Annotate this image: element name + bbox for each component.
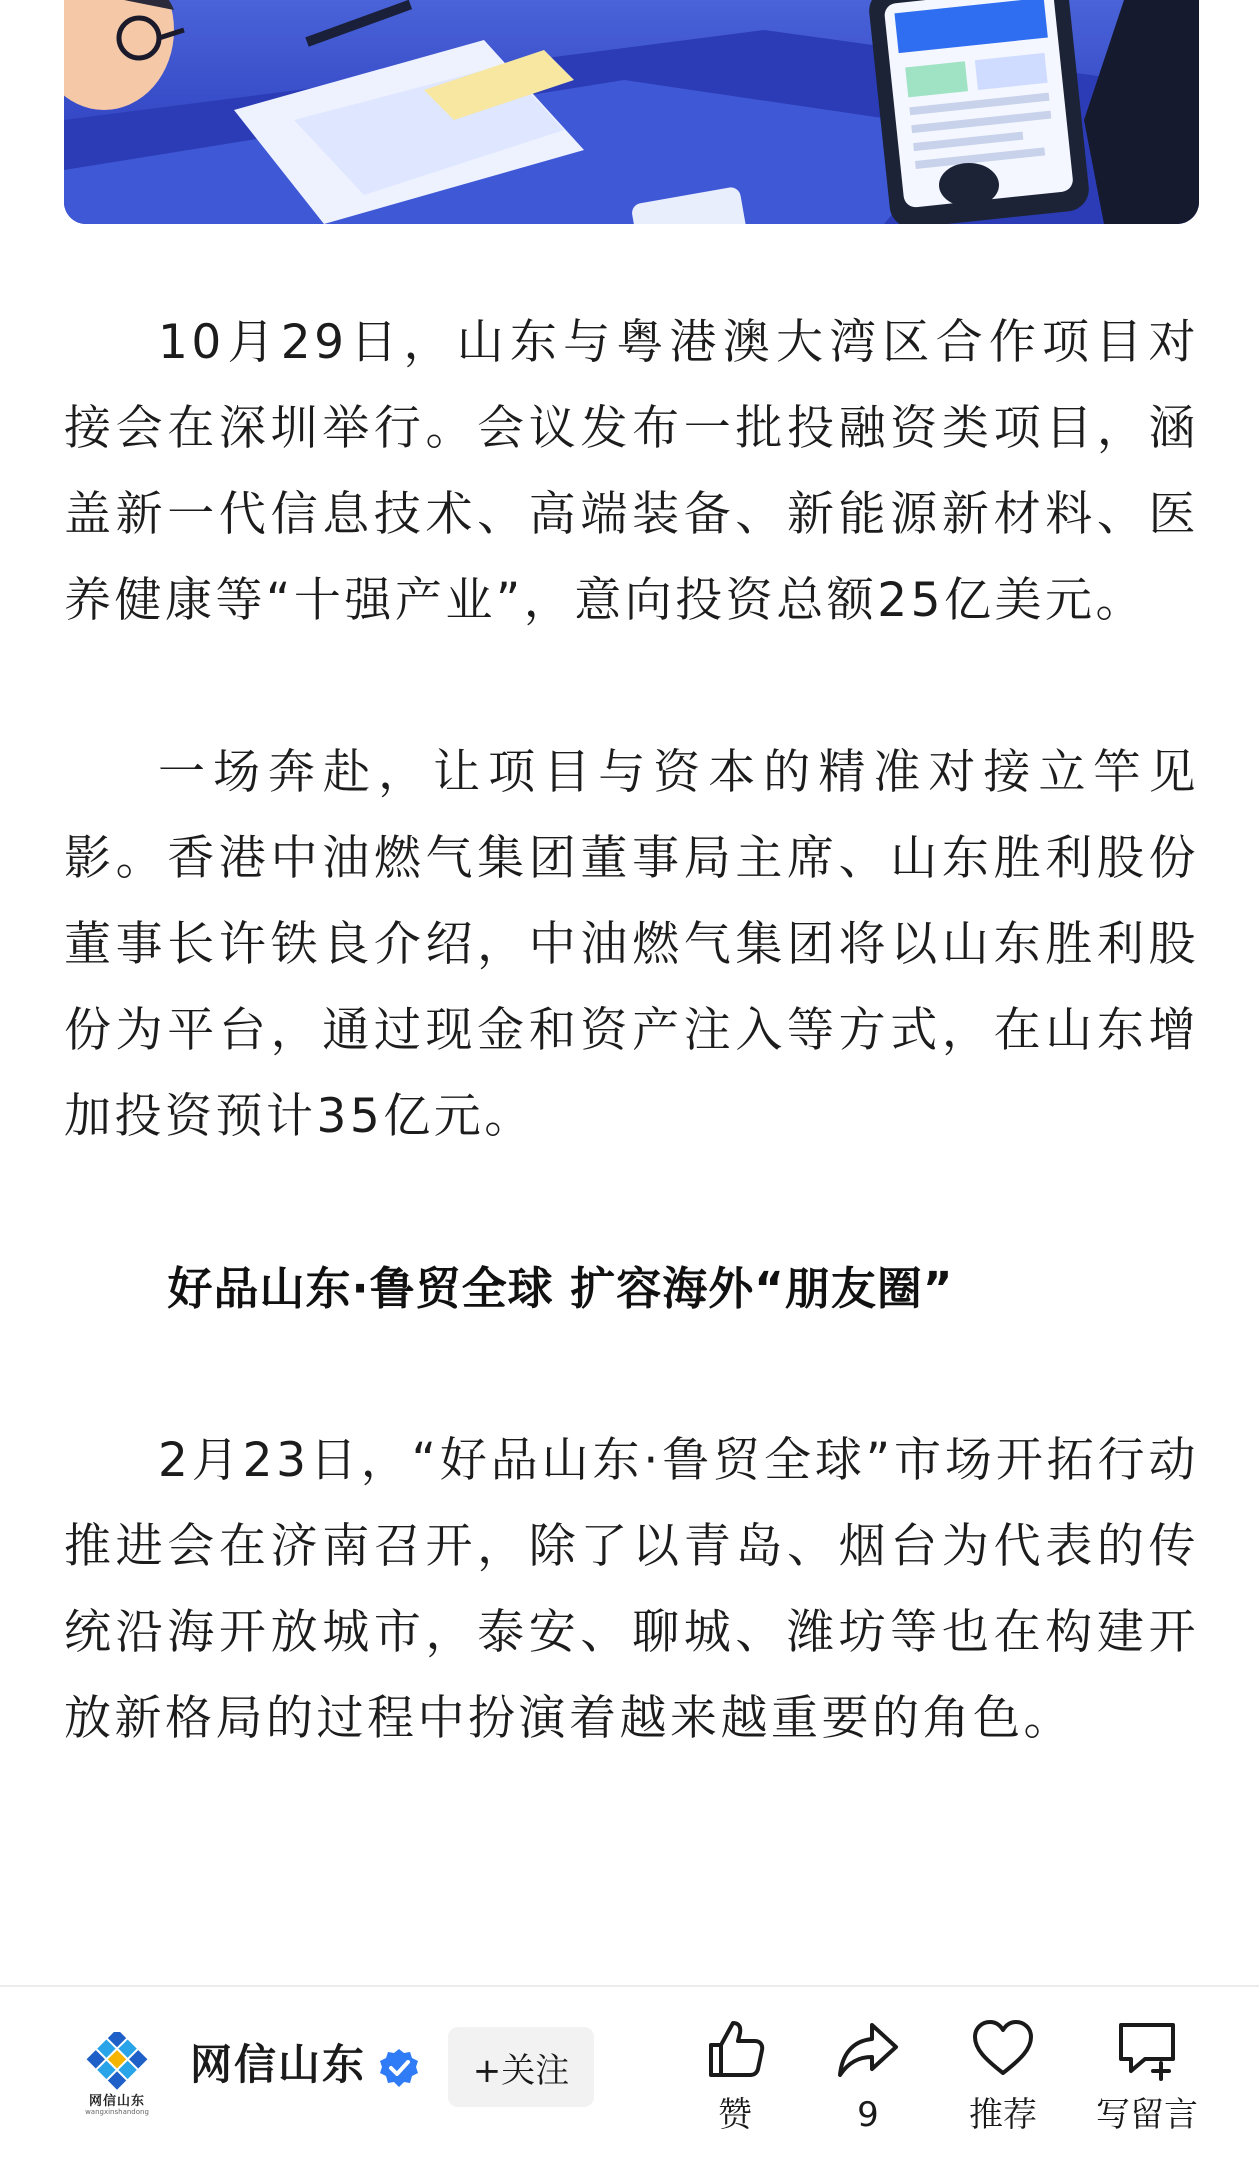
write-comment-button[interactable] xyxy=(1082,2017,1212,2147)
recommend-button[interactable] xyxy=(943,2017,1063,2147)
article-paragraph: 一场奔赴，让项目与资本的精准对接立竿见影。香港中油燃气集团董事局主席、山东胜利股份董事长许铁良介绍，中油燃气集团将以山东胜利股份为平台，通过现金和资产注入等方式，在山东增加投资预计35亿元。 xyxy=(64,745,1199,1144)
article-paragraph: 10月29日，山东与粤港澳大湾区合作项目对接会在深圳举行。会议发布一批投融资类项目，涵盖新一代信息技术、高端装备、新能源新材料、医养健康等“十强产业”，意向投资总额25亿美元。 xyxy=(64,315,1199,628)
hero-illustration xyxy=(64,0,1199,224)
logo-subtext: wangxinshandong xyxy=(85,2108,149,2116)
share-icon xyxy=(836,2017,900,2081)
diamond-logo-icon xyxy=(78,2032,156,2092)
like-label: 赞 xyxy=(718,2095,752,2135)
article-hero-image xyxy=(64,0,1199,224)
comment-icon xyxy=(1115,2017,1179,2081)
article-body xyxy=(64,300,1199,1762)
follow-button[interactable]: +关注 xyxy=(448,2027,594,2107)
logo-text: 网信山东 xyxy=(88,2094,145,2109)
verified-badge-icon xyxy=(379,2048,419,2088)
heart-icon xyxy=(971,2017,1035,2081)
bottom-action-bar xyxy=(0,1985,1259,2164)
share-count: 9 xyxy=(857,2095,879,2135)
like-button[interactable] xyxy=(675,2017,795,2147)
recommend-label: 推荐 xyxy=(969,2095,1037,2135)
article-paragraph: 2月23日，“好品山东·鲁贸全球”市场开拓行动推进会在济南召开，除了以青岛、烟台为代表的传统沿海开放城市，泰安、聊城、潍坊等也在构建开放新格局的过程中扮演着越来越重要的角色。 xyxy=(64,1433,1199,1746)
account-logo[interactable] xyxy=(78,2032,156,2124)
account-name[interactable]: 网信山东 xyxy=(190,2040,367,2089)
article-subheading: 好品山东·鲁贸全球 扩容海外“朋友圈” xyxy=(167,1262,954,1315)
share-button[interactable] xyxy=(808,2017,928,2147)
thumbs-up-icon xyxy=(703,2017,767,2081)
write-comment-label: 写留言 xyxy=(1096,2095,1198,2135)
